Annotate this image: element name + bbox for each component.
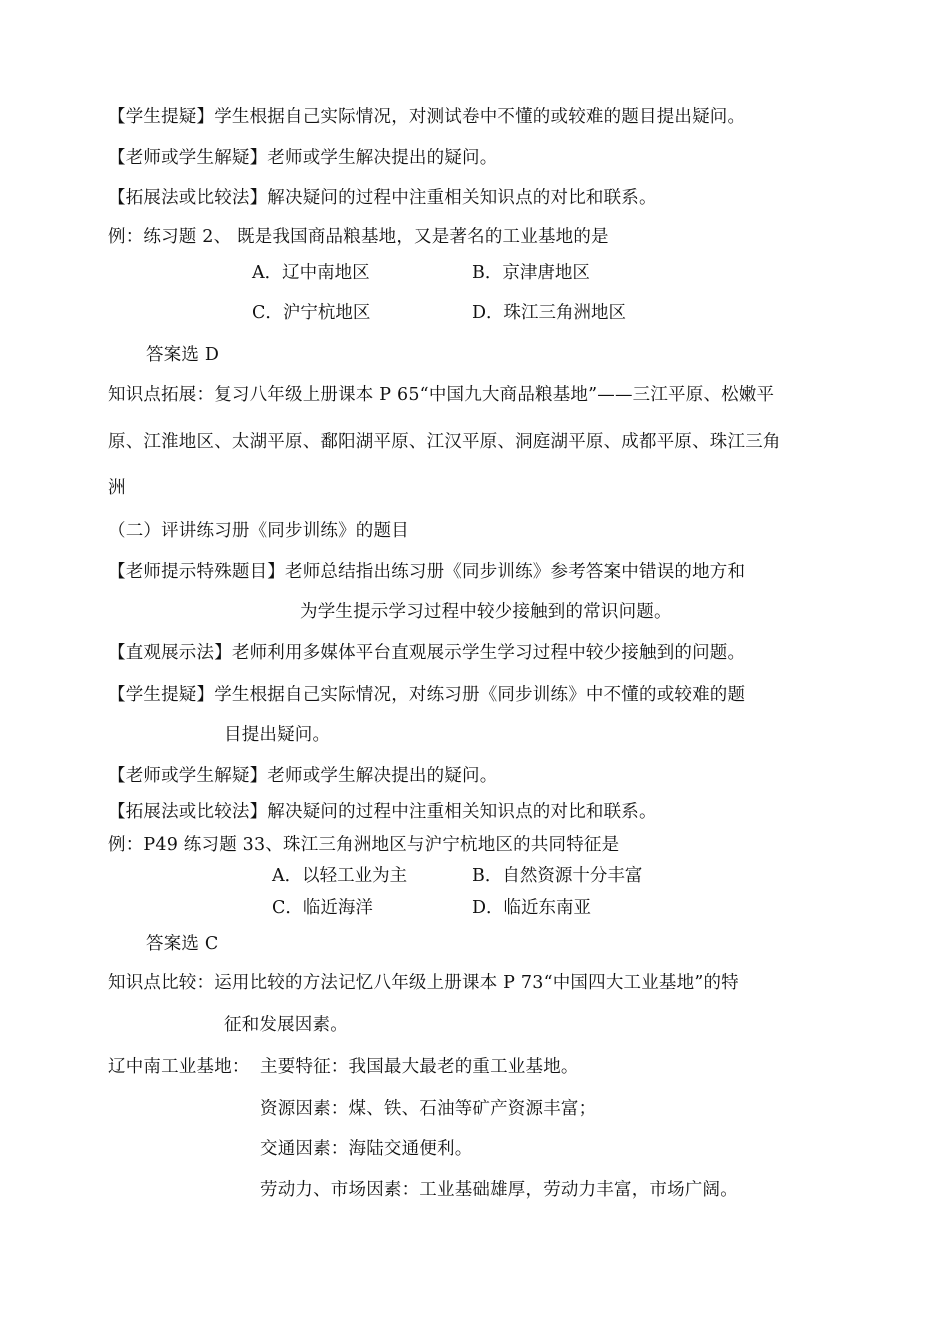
industrial-base-resource: 资源因素：煤、铁、石油等矿产资源丰富； [260, 1099, 597, 1119]
industrial-base-labor: 劳动力、市场因素：工业基础雄厚，劳动力丰富，市场广阔。 [260, 1180, 738, 1200]
answer-text: 答案选 D [146, 345, 220, 365]
teacher-hint-line-cont: 为学生提示学习过程中较少接触到的常识问题。 [300, 602, 672, 622]
knowledge-extension-line-3: 洲 [108, 478, 126, 498]
industrial-base-main-feature: 主要特征：我国最大最老的重工业基地。 [260, 1057, 579, 1077]
option-c: C．沪宁杭地区 [252, 303, 371, 323]
answer-text-2: 答案选 C [146, 934, 219, 954]
example-question: 例：练习题 2、 既是我国商品粮基地，又是著名的工业基地的是 [108, 227, 609, 247]
knowledge-extension-line-2: 原、江淮地区、太湖平原、鄱阳湖平原、江汉平原、洞庭湖平原、成都平原、珠江三角 [108, 432, 781, 452]
industrial-base-label: 辽中南工业基地： [108, 1057, 250, 1077]
visual-display-line: 【直观展示法】老师利用多媒体平台直观展示学生学习过程中较少接触到的问题。 [108, 643, 746, 663]
teacher-hint-line: 【老师提示特殊题目】老师总结指出练习册《同步训练》参考答案中错误的地方和 [108, 562, 746, 582]
option-d: D．珠江三角洲地区 [472, 303, 627, 323]
knowledge-compare-line-1: 知识点比较：运用比较的方法记忆八年级上册课本 P 73“中国四大工业基地”的特 [108, 973, 739, 993]
option-d-2: D．临近东南亚 [472, 898, 592, 918]
section-heading: （二）评讲练习册《同步训练》的题目 [108, 521, 409, 541]
extension-method-line-2: 【拓展法或比较法】解决疑问的过程中注重相关知识点的对比和联系。 [108, 802, 657, 822]
student-question-line-2: 【学生提疑】学生根据自己实际情况，对练习册《同步训练》中不懂的或较难的题 [108, 685, 746, 705]
knowledge-compare-line-2: 征和发展因素。 [224, 1015, 348, 1035]
example-question-2: 例：P49 练习题 33、珠江三角洲地区与沪宁杭地区的共同特征是 [108, 835, 620, 855]
option-a-2: A．以轻工业为主 [272, 866, 408, 886]
option-b: B．京津唐地区 [472, 263, 590, 283]
industrial-base-transport: 交通因素：海陆交通便利。 [260, 1139, 473, 1159]
option-b-2: B．自然资源十分丰富 [472, 866, 643, 886]
option-a: A．辽中南地区 [252, 263, 370, 283]
resolve-question-line-2: 【老师或学生解疑】老师或学生解决提出的疑问。 [108, 766, 498, 786]
resolve-question-line: 【老师或学生解疑】老师或学生解决提出的疑问。 [108, 148, 498, 168]
extension-method-line: 【拓展法或比较法】解决疑问的过程中注重相关知识点的对比和联系。 [108, 188, 657, 208]
student-question-line-2-cont: 目提出疑问。 [224, 725, 331, 745]
knowledge-extension-line-1: 知识点拓展：复习八年级上册课本 P 65“中国九大商品粮基地”——三江平原、松嫩平 [108, 385, 775, 405]
student-question-line: 【学生提疑】学生根据自己实际情况，对测试卷中不懂的或较难的题目提出疑问。 [108, 107, 746, 127]
option-c-2: C．临近海洋 [272, 898, 373, 918]
